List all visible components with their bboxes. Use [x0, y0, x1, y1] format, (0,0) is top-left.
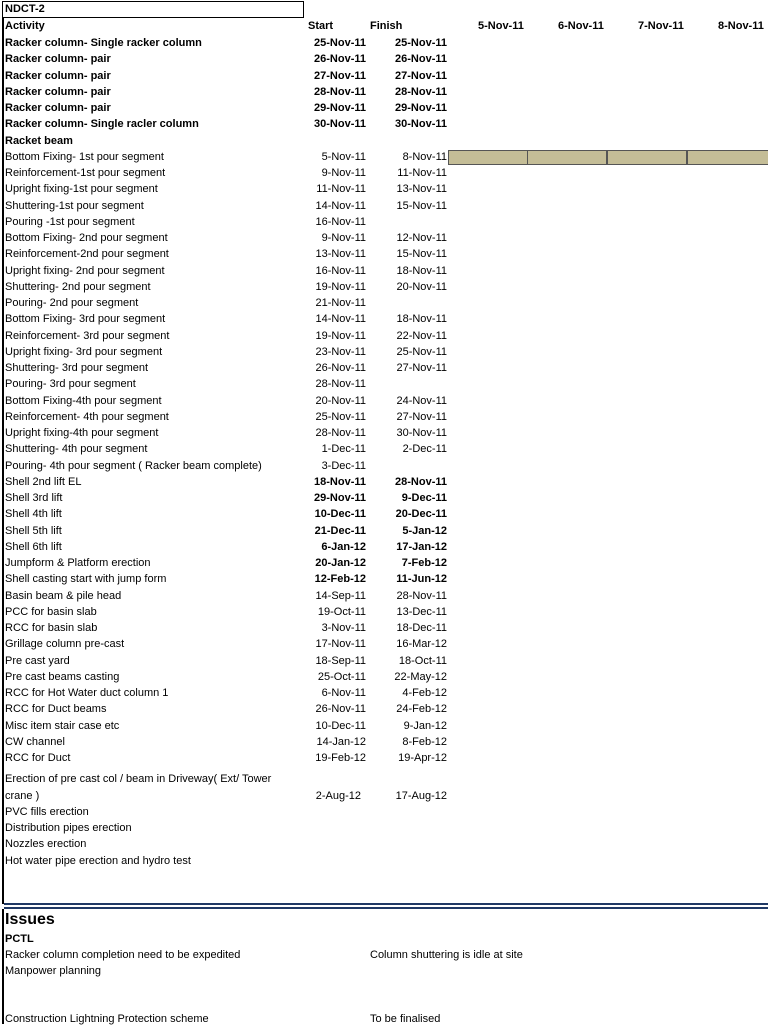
issues-title: Issues [5, 911, 55, 928]
table-row [0, 474, 768, 490]
start-cell[interactable]: 29-Nov-11 [314, 492, 366, 504]
table-row [0, 376, 768, 392]
finish-cell[interactable]: 15-Nov-11 [396, 199, 447, 212]
activity-cell[interactable]: Racker column- Single racker column [5, 37, 202, 49]
table-row [0, 506, 768, 522]
table-row [0, 149, 768, 165]
finish-cell[interactable]: 22-Nov-11 [396, 329, 447, 342]
finish-cell[interactable]: 24-Feb-12 [396, 703, 447, 716]
start-cell[interactable]: 14-Jan-12 [316, 735, 366, 748]
finish-cell[interactable]: 30-Nov-11 [395, 118, 447, 131]
finish-cell[interactable]: 9-Jan-12 [403, 719, 447, 732]
finish-cell[interactable]: 16-Mar-12 [396, 638, 447, 651]
table-row [0, 181, 768, 197]
table-row [0, 51, 768, 67]
finish-cell[interactable]: 8-Feb-12 [402, 735, 447, 748]
finish-cell[interactable]: 13-Nov-11 [396, 183, 447, 196]
finish-cell[interactable]: 7-Feb-12 [401, 557, 447, 569]
table-row [0, 133, 768, 149]
activity-cell[interactable]: RCC for Hot Water duct column 1 [5, 687, 169, 699]
activity-cell[interactable]: Bottom Fixing- 2nd pour segment [5, 232, 168, 244]
section-separator [4, 907, 768, 909]
finish-cell[interactable]: 22-May-12 [394, 670, 447, 683]
start-cell[interactable]: 17-Nov-11 [315, 638, 366, 651]
table-row [0, 68, 768, 84]
table-row [0, 344, 768, 360]
table-row [0, 539, 768, 555]
start-cell[interactable]: 29-Nov-11 [314, 102, 366, 114]
table-row [0, 35, 768, 51]
start-cell[interactable]: 12-Feb-12 [314, 573, 366, 586]
activity-cell[interactable]: Shell 5th lift [5, 524, 62, 537]
finish-cell[interactable]: 17-Jan-12 [396, 540, 447, 553]
start-cell[interactable]: 13-Nov-11 [315, 248, 366, 261]
table-row [0, 328, 768, 344]
start-cell[interactable]: 6-Nov-11 [321, 687, 366, 699]
finish-cell[interactable]: 8-Nov-11 [402, 150, 447, 163]
table-row [0, 441, 768, 457]
activity-cell[interactable]: PCC for basin slab [5, 605, 97, 618]
start-cell[interactable]: 14-Sep-11 [315, 589, 366, 602]
finish-cell[interactable]: 18-Nov-11 [396, 313, 447, 326]
table-row [0, 84, 768, 100]
start-cell[interactable]: 19-Nov-11 [315, 280, 366, 293]
activity-cell[interactable]: RCC for basin slab [5, 622, 98, 634]
header-date-5nov: 5-Nov-11 [478, 20, 524, 32]
start-cell[interactable]: 18-Sep-11 [315, 654, 366, 667]
start-cell[interactable]: 25-Nov-11 [314, 37, 366, 49]
header-start: Start [308, 20, 334, 32]
finish-cell[interactable]: 27-Nov-11 [396, 362, 447, 374]
finish-cell[interactable]: 2-Dec-11 [402, 443, 447, 456]
table-row [0, 165, 768, 181]
issue-note[interactable]: To be finalised [370, 1013, 441, 1025]
activity-cell[interactable]: Shuttering- 4th pour segment [5, 443, 148, 456]
issue-item[interactable]: Construction Lightning Protection scheme [5, 1013, 209, 1025]
start-cell[interactable]: 26-Nov-11 [314, 53, 366, 66]
tail-row[interactable]: Distribution pipes erection [5, 822, 132, 834]
finish-cell[interactable]: 27-Nov-11 [396, 410, 447, 423]
activity-cell[interactable]: RCC for Duct [5, 752, 71, 764]
finish-cell[interactable]: 25-Nov-11 [396, 345, 447, 358]
activity-cell[interactable]: Pouring -1st pour segment [5, 215, 135, 228]
table-row [0, 555, 768, 571]
start-cell[interactable]: 18-Nov-11 [314, 475, 366, 488]
finish-cell[interactable]: 4-Feb-12 [402, 687, 447, 699]
start-cell[interactable]: 25-Oct-11 [317, 670, 366, 683]
start-cell[interactable]: 21-Nov-11 [315, 297, 366, 309]
activity-cell[interactable]: Shell 4th lift [5, 508, 62, 521]
finish-cell[interactable]: 28-Nov-11 [395, 475, 447, 488]
start-cell[interactable]: 20-Nov-11 [315, 394, 366, 407]
table-row [0, 604, 768, 620]
table-row [0, 116, 768, 132]
start-cell[interactable]: 28-Nov-11 [314, 85, 366, 98]
finish-cell[interactable]: 25-Nov-11 [395, 37, 447, 49]
erection-start[interactable]: 2-Aug-12 [315, 790, 361, 802]
start-cell[interactable]: 11-Nov-11 [316, 183, 366, 196]
start-cell[interactable]: 30-Nov-11 [314, 118, 366, 131]
tail-row[interactable]: PVC fills erection [5, 806, 89, 818]
activity-cell[interactable]: Racker column- pair [5, 102, 111, 114]
start-cell[interactable]: 27-Nov-11 [314, 69, 366, 82]
activity-cell[interactable]: Bottom Fixing- 1st pour segment [5, 150, 164, 163]
activity-cell[interactable]: Reinforcement- 3rd pour segment [5, 329, 170, 342]
start-cell[interactable]: 3-Nov-11 [321, 622, 366, 634]
erection-activity-line1[interactable]: Erection of pre cast col / beam in Driveway( Ext/ Tower [5, 773, 272, 785]
finish-cell[interactable]: 28-Nov-11 [396, 589, 447, 602]
start-cell[interactable]: 23-Nov-11 [315, 345, 366, 358]
start-cell[interactable]: 9-Nov-11 [321, 167, 366, 179]
activity-cell[interactable]: CW channel [5, 735, 65, 748]
start-cell[interactable]: 28-Nov-11 [315, 378, 366, 391]
table-row [0, 230, 768, 246]
activity-cell[interactable]: Shell 2nd lift EL [5, 475, 82, 488]
start-cell[interactable]: 14-Nov-11 [315, 199, 366, 212]
table-row [0, 409, 768, 425]
finish-cell[interactable]: 12-Nov-11 [396, 232, 447, 244]
start-cell[interactable]: 16-Nov-11 [315, 215, 366, 228]
table-row [0, 685, 768, 701]
table-row [0, 490, 768, 506]
start-cell[interactable]: 19-Nov-11 [315, 329, 366, 342]
start-cell[interactable]: 26-Nov-11 [315, 362, 366, 374]
table-row [0, 393, 768, 409]
table-row [0, 523, 768, 539]
left-border-issues [2, 909, 4, 1024]
activity-cell[interactable]: Racker column- pair [5, 85, 111, 98]
section-separator [4, 903, 768, 905]
activity-cell[interactable]: Misc item stair case etc [5, 719, 120, 732]
activity-cell[interactable]: Reinforcement- 4th pour segment [5, 410, 169, 423]
start-cell[interactable]: 14-Nov-11 [315, 313, 366, 326]
finish-cell[interactable]: 20-Nov-11 [396, 280, 447, 293]
table-row [0, 295, 768, 311]
activity-cell[interactable]: RCC for Duct beams [5, 703, 107, 716]
finish-cell[interactable]: 18-Oct-11 [398, 654, 447, 667]
activity-cell[interactable]: Shell casting start with jump form [5, 573, 167, 586]
finish-cell[interactable]: 13-Dec-11 [396, 605, 447, 618]
activity-cell[interactable]: Racker column- Single racler column [5, 118, 199, 131]
activity-cell[interactable]: Basin beam & pile head [5, 589, 122, 602]
issue-item[interactable]: Manpower planning [5, 965, 102, 977]
start-cell[interactable]: 19-Feb-12 [315, 752, 366, 764]
tail-row[interactable]: Hot water pipe erection and hydro test [5, 855, 191, 867]
table-row [0, 100, 768, 116]
activity-cell[interactable]: Pouring- 3rd pour segment [5, 378, 136, 391]
activity-cell[interactable]: Racker column- pair [5, 69, 111, 82]
start-cell[interactable]: 20-Jan-12 [315, 557, 366, 569]
header-activity: Activity [5, 20, 45, 32]
finish-cell[interactable]: 11-Jun-12 [396, 573, 447, 586]
start-cell[interactable]: 26-Nov-11 [315, 703, 366, 716]
start-cell[interactable]: 10-Dec-11 [315, 719, 366, 732]
activity-cell[interactable]: Grillage column pre-cast [5, 638, 125, 651]
header-finish: Finish [370, 20, 403, 32]
activity-cell[interactable]: Pouring- 4th pour segment ( Racker beam complete) [5, 459, 262, 472]
sheet-title[interactable]: NDCT-2 [2, 1, 304, 18]
finish-cell[interactable]: 19-Apr-12 [398, 752, 447, 764]
start-cell[interactable]: 10-Dec-11 [314, 508, 366, 521]
table-row [0, 458, 768, 474]
table-row [0, 701, 768, 717]
activity-cell[interactable]: Pouring- 2nd pour segment [5, 297, 139, 309]
activity-cell[interactable]: Reinforcement-2nd pour segment [5, 248, 169, 261]
table-row [0, 263, 768, 279]
finish-cell[interactable]: 15-Nov-11 [396, 248, 447, 261]
start-cell[interactable]: 9-Nov-11 [321, 232, 366, 244]
issue-note[interactable]: Column shuttering is idle at site [370, 949, 523, 961]
table-row [0, 214, 768, 230]
table-row [0, 734, 768, 750]
finish-cell[interactable]: 24-Nov-11 [396, 394, 447, 407]
start-cell[interactable]: 28-Nov-11 [315, 427, 366, 439]
start-cell[interactable]: 5-Nov-11 [321, 150, 366, 163]
start-cell[interactable]: 3-Dec-11 [321, 459, 366, 472]
activity-cell[interactable]: Upright fixing-1st pour segment [5, 183, 158, 196]
start-cell[interactable]: 21-Dec-11 [314, 524, 366, 537]
header-date-7nov: 7-Nov-11 [638, 20, 684, 32]
issues-subtitle: PCTL [5, 933, 34, 945]
finish-cell[interactable]: 30-Nov-11 [396, 427, 447, 439]
header-date-6nov: 6-Nov-11 [558, 20, 604, 32]
table-row [0, 653, 768, 669]
start-cell[interactable]: 16-Nov-11 [315, 264, 366, 277]
start-cell[interactable]: 19-Oct-11 [317, 605, 366, 618]
activity-cell[interactable]: Racket beam [5, 134, 73, 147]
activity-cell[interactable]: Shell 3rd lift [5, 492, 63, 504]
table-row [0, 718, 768, 734]
finish-cell[interactable]: 27-Nov-11 [395, 69, 447, 82]
finish-cell[interactable]: 18-Dec-11 [396, 622, 447, 634]
erection-finish[interactable]: 17-Aug-12 [395, 790, 447, 802]
header-date-8nov: 8-Nov-11 [718, 20, 764, 32]
activity-cell[interactable]: Racker column- pair [5, 53, 111, 66]
finish-cell[interactable]: 18-Nov-11 [396, 264, 447, 277]
finish-cell[interactable]: 5-Jan-12 [402, 524, 447, 537]
tail-row[interactable]: Nozzles erection [5, 838, 87, 850]
table-row [0, 669, 768, 685]
start-cell[interactable]: 1-Dec-11 [321, 443, 366, 456]
activity-cell[interactable]: Upright fixing-4th pour segment [5, 427, 159, 439]
activity-cell[interactable]: Shuttering- 2nd pour segment [5, 280, 151, 293]
finish-cell[interactable]: 20-Dec-11 [395, 508, 447, 521]
start-cell[interactable]: 6-Jan-12 [321, 540, 366, 553]
activity-cell[interactable]: Shell 6th lift [5, 540, 62, 553]
activity-cell[interactable]: Pre cast yard [5, 654, 70, 667]
activity-cell[interactable]: Shuttering- 3rd pour segment [5, 362, 149, 374]
table-row [0, 360, 768, 376]
table-row [0, 636, 768, 652]
activity-cell[interactable]: Shuttering-1st pour segment [5, 199, 144, 212]
activity-cell[interactable]: Bottom Fixing-4th pour segment [5, 394, 162, 407]
table-row [0, 198, 768, 214]
activity-cell[interactable]: Pre cast beams casting [5, 670, 120, 683]
finish-cell[interactable]: 11-Nov-11 [397, 167, 447, 179]
activity-cell[interactable]: Upright fixing- 2nd pour segment [5, 264, 165, 277]
table-row [0, 750, 768, 766]
activity-cell[interactable]: Bottom Fixing- 3rd pour segment [5, 313, 166, 326]
activity-cell[interactable]: Upright fixing- 3rd pour segment [5, 345, 163, 358]
table-row [0, 588, 768, 604]
finish-cell[interactable]: 29-Nov-11 [395, 102, 447, 114]
finish-cell[interactable]: 26-Nov-11 [395, 53, 447, 66]
table-row [0, 279, 768, 295]
table-row [0, 571, 768, 587]
table-row [0, 620, 768, 636]
erection-activity-line2[interactable]: crane ) [5, 790, 40, 802]
activity-cell[interactable]: Jumpform & Platform erection [5, 557, 151, 569]
finish-cell[interactable]: 9-Dec-11 [401, 492, 447, 504]
finish-cell[interactable]: 28-Nov-11 [395, 85, 447, 98]
table-row [0, 246, 768, 262]
issue-item[interactable]: Racker column completion need to be expedited [5, 949, 241, 961]
start-cell[interactable]: 25-Nov-11 [315, 410, 366, 423]
activity-cell[interactable]: Reinforcement-1st pour segment [5, 167, 166, 179]
table-row [0, 425, 768, 441]
table-row [0, 311, 768, 327]
